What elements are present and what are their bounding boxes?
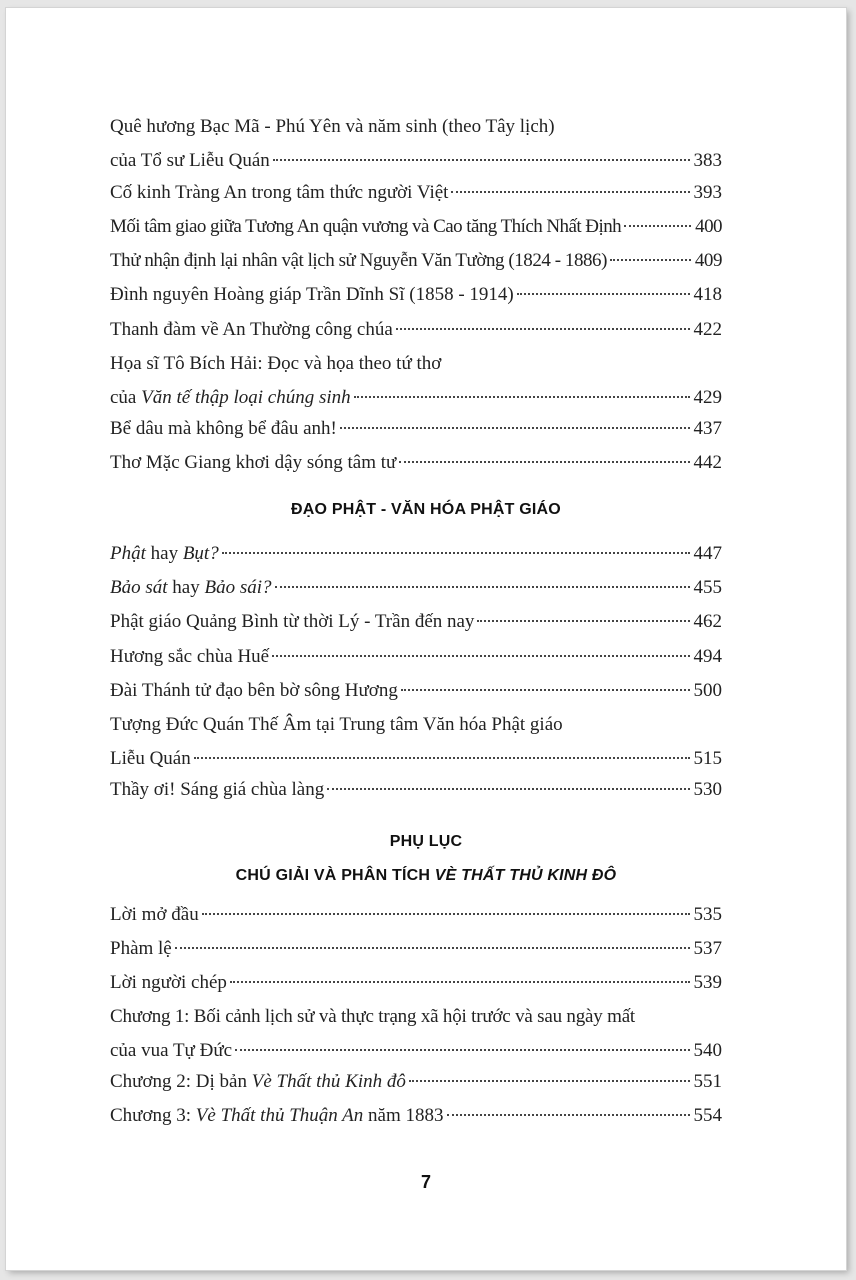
toc-entry-page: 535 — [693, 904, 722, 925]
toc-entry — [110, 537, 722, 571]
toc-entry-page: 429 — [693, 387, 722, 408]
toc-entry-title: Hương sắc chùa Huế — [110, 646, 270, 667]
toc-entry-title: Chương 2: Dị bản Vè Thất thủ Kinh đô — [110, 1071, 406, 1092]
leader-dots — [517, 293, 690, 295]
leader-dots — [610, 259, 691, 261]
appendix-heading: PHỤ LỤC — [389, 833, 463, 850]
toc-entry — [110, 110, 722, 178]
leader-dots — [409, 1080, 690, 1082]
toc-entry — [110, 1000, 722, 1068]
toc-entry-line1: Chương 1: Bối cảnh lịch sử và thực trạng xã hội trước và sau ngày mất — [110, 1006, 636, 1027]
toc-entry — [110, 708, 722, 776]
leader-dots — [451, 191, 689, 193]
toc-entry — [110, 932, 722, 966]
leader-dots — [447, 1114, 690, 1116]
leader-dots — [340, 427, 690, 429]
leader-dots — [354, 396, 690, 398]
leader-dots — [396, 328, 690, 330]
toc-entry-title: Phật hay Bụt? — [110, 543, 219, 564]
toc-entry-page: 539 — [693, 972, 722, 993]
toc-entry-title: Thanh đàm về An Thường công chúa — [110, 319, 393, 340]
toc-entry-page: 530 — [693, 779, 722, 800]
toc-entry-title: của Văn tế thập loại chúng sinh — [110, 387, 351, 408]
toc-entry — [110, 674, 722, 708]
toc-entry — [110, 176, 722, 210]
leader-dots — [399, 461, 689, 463]
toc-entry — [110, 605, 722, 639]
toc-entry-page: 462 — [693, 611, 722, 632]
toc-entry-title: Chương 3: Vè Thất thủ Thuận An năm 1883 — [110, 1105, 444, 1126]
toc-entry-page: 400 — [695, 216, 722, 237]
toc-entry-page: 554 — [693, 1105, 722, 1126]
leader-dots — [175, 947, 690, 949]
toc-entry-line1: Họa sĩ Tô Bích Hải: Đọc và họa theo tứ thơ — [110, 353, 442, 374]
toc-entry-page: 551 — [693, 1071, 722, 1092]
toc-entry-title: Thử nhận định lại nhân vật lịch sử Nguyễn Văn Tường (1824 - 1886) — [110, 250, 607, 271]
toc-entry-page: 422 — [693, 319, 722, 340]
toc-entry-page: 540 — [693, 1040, 722, 1061]
toc-entry-title: Cố kinh Tràng An trong tâm thức người Việt — [110, 182, 449, 203]
toc-entry-page: 447 — [693, 543, 722, 564]
toc-entry-title: Thơ Mặc Giang khơi dậy sóng tâm tư — [110, 452, 397, 473]
toc-entry — [110, 1099, 722, 1133]
toc-entry-title: Lời người chép — [110, 972, 227, 993]
toc-entry — [110, 446, 722, 480]
leader-dots — [275, 586, 690, 588]
leader-dots — [477, 620, 689, 622]
leader-dots — [272, 655, 689, 657]
toc-entry — [110, 966, 722, 1000]
toc-entry-title: của vua Tự Đức — [110, 1040, 233, 1061]
toc-entry — [110, 412, 722, 446]
toc-entry — [110, 1065, 722, 1099]
section-heading: ĐẠO PHẬT - VĂN HÓA PHẬT GIÁO — [291, 501, 561, 518]
leader-dots — [235, 1049, 689, 1051]
toc-entry-page: 515 — [693, 748, 722, 769]
toc-entry-page: 494 — [693, 646, 722, 667]
toc-entry-page: 437 — [693, 418, 722, 439]
leader-dots — [624, 225, 691, 227]
toc-entry — [110, 898, 722, 932]
toc-entry-page: 409 — [694, 250, 722, 271]
toc-entry — [110, 640, 722, 674]
toc-entry-title: Bảo sát hay Bảo sái? — [110, 577, 272, 598]
toc-entry-page: 418 — [693, 284, 722, 305]
toc-entry-page: 455 — [693, 577, 722, 598]
toc-entry — [110, 210, 722, 244]
toc-entry-page: 442 — [693, 452, 722, 473]
toc-entry-page: 393 — [693, 182, 722, 203]
toc-entry-title: Mối tâm giao giữa Tương An quận vương và Cao tăng Thích Nhất Định — [110, 216, 622, 237]
toc-entry-line1: Tượng Đức Quán Thế Âm tại Trung tâm Văn hóa Phật giáo — [110, 714, 563, 735]
leader-dots — [194, 757, 690, 759]
toc-entry-page: 383 — [693, 150, 722, 171]
appendix-subheading: CHÚ GIẢI VÀ PHÂN TÍCH VÈ THẤT THỦ KINH ĐÔ — [235, 867, 617, 884]
leader-dots — [401, 689, 690, 691]
toc-entry-line1: Quê hương Bạc Mã - Phú Yên và năm sinh (theo Tây lịch) — [110, 116, 555, 137]
toc-entry — [110, 313, 722, 347]
toc-entry-title: Đài Thánh tử đạo bên bờ sông Hương — [110, 680, 398, 701]
leader-dots — [273, 159, 690, 161]
leader-dots — [327, 788, 689, 790]
leader-dots — [222, 552, 690, 554]
toc-entry — [110, 278, 722, 312]
toc-entry — [110, 347, 722, 415]
leader-dots — [202, 913, 690, 915]
toc-entry-title: Phàm lệ — [110, 938, 172, 959]
toc-entry-title: Bể dâu mà không bể đâu anh! — [110, 418, 337, 439]
toc-entry-title: Phật giáo Quảng Bình từ thời Lý - Trần đến nay — [110, 611, 475, 632]
toc-entry-title: Đình nguyên Hoàng giáp Trần Dĩnh Sĩ (1858 - 1914) — [110, 284, 514, 305]
toc-entry-title: Lời mở đầu — [110, 904, 199, 925]
toc-entry-title: của Tổ sư Liễu Quán — [110, 150, 270, 171]
toc-entry — [110, 773, 722, 807]
toc-entry-title: Thầy ơi! Sáng giá chùa làng — [110, 779, 325, 800]
toc-entry-title: Liễu Quán — [110, 748, 191, 769]
toc-entry-page: 537 — [693, 938, 722, 959]
toc-entry — [110, 571, 722, 605]
book-page — [6, 8, 846, 1270]
leader-dots — [230, 981, 690, 983]
table-of-contents — [6, 8, 846, 1270]
page-number: 7 — [420, 1172, 431, 1192]
toc-entry — [110, 244, 722, 278]
toc-entry-page: 500 — [693, 680, 722, 701]
